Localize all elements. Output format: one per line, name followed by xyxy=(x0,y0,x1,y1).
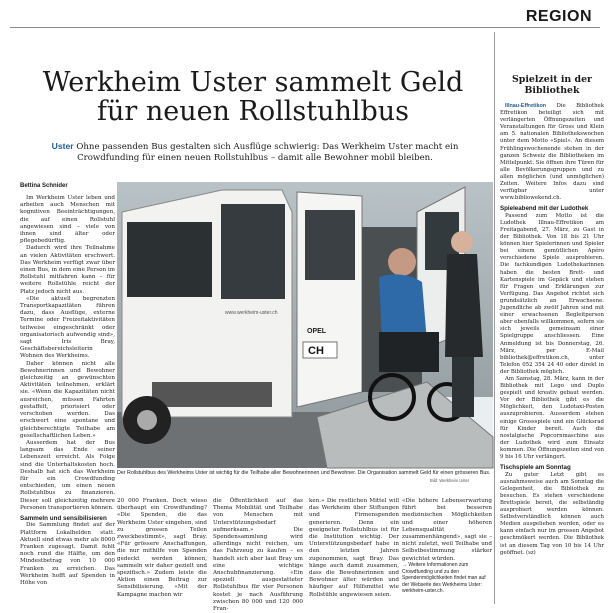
sidebar-paragraph: Zu guter Letzt gibt es ausnahmsweise auch am Sonntag die Gelegenheit, die Bibliothek zu besuchen. Es stehen verschiedene Brettspiele bereit, die selbständig ausprobiert werden können. Selbstverständlich können auch Medien ausgeliehen werden, oder es kann einfach nur im grossen Angebot geschmökert werden. Die Bibliothek ist an diesem Tag von 10 bis 14 Uhr geöffnet. (sz) xyxy=(500,471,604,556)
article-column-5: «Die höhere Lebenserwartung führt bei besseren medizinischen Möglichkeiten und einer höheren Lebensqualität zusammenhängend», sagt sie – nicht zuletzt, weil Teilhabe und Selbstbestimmung stärker gewichtet würden. xyxy=(402,498,492,562)
sidebar-title xyxy=(502,74,602,96)
sidebar-kicker: Illnau-Effretikon xyxy=(505,103,547,109)
sidebar-subheading: Spieleabend mit der Ludothek xyxy=(500,205,589,213)
arrow-icon: → xyxy=(402,562,407,568)
plate-brand: OPEL xyxy=(307,328,327,335)
article-column-2: 20 000 Franken. Doch wieso überhaupt ein Crowdfunding? «Die Spenden, die das Werkheim Uster eingehen, sind zu grossen Teilen zweckbestimmt», sagt Bray. «Für grössere Anschaffungen, die nur mithilfe von Spenden gedeckt werden können, sammeln wir daher gezielt und spezifisch.» Zudem leiste die Aktion einen Beitrag zur Sensibilisierung. «Mit der Kampagne machen wir xyxy=(117,498,207,598)
bus-illustration xyxy=(117,182,493,468)
section-label: REGION xyxy=(518,8,592,26)
sidebar-title-line-1: Spielzeit in der xyxy=(512,74,592,85)
author-byline: Bettina Schnider xyxy=(20,183,68,189)
lead-text: Ohne passenden Bus gestalten sich Ausflüge schwierig: Das Werkheim Uster macht ein Crowdfunding für einen neuen Rollstuhlbus – damit alle Bewohner mobil bleiben. xyxy=(76,142,459,163)
sidebar-paragraph: Am Samstag, 28. März, kann in der Bibliothek mit Lego und Duplo gespielt und kreativ gebaut werden. Vor der Bibliothek gibt es die Möglichkeit, den Ludotaxi-Posten auszuprobieren. Ausserdem stehen einige Grossspiele und ein Glücksrad für Kinder bereit. Auch die nostalgische Popcornmaschine aus der Ludothek wird zum Einsatz kommen. Die Öffnungszeiten sind von 9 bis 16 Uhr verlängert. xyxy=(500,375,604,460)
paragraph: «Die aktuell begrenzten Transportkapazitäten führen dazu, dass Ausflüge, externe Termine oder Freizeitaktivitäten teilweise eingeschränkt oder organisatorisch aufwendig sind», sagt Iris Bray, Geschäftsbereichsleiterin Wohnen des Werkheims. xyxy=(20,295,115,360)
headline-line-2: für neuen Rollstuhlbus xyxy=(96,96,410,127)
headline xyxy=(20,68,486,126)
paragraph: Daher können nicht alle Bewohnerinnen und Bewohner gleichzeitig an gewünschten Aktivitäten teilnehmen, erklärt sie. «Wenn die Kapazitäten nicht ausreichen, müssen Fahrten gestaffelt, priorisiert oder verschoben werden. Das erschwert eine spontane und gleichberechtigte Teilhabe am gesellschaftlichen Leben.» xyxy=(20,360,115,439)
headline-line-1: Werkheim Uster sammelt Geld xyxy=(42,67,464,98)
bus-url-label: www.werkheim-uster.ch xyxy=(225,310,278,316)
sidebar-paragraph xyxy=(500,103,604,202)
plate-country: CH xyxy=(308,345,324,357)
info-text: Weitere Informationen zum Crowdfunding und zu den Spendenmöglichkeiten findet man auf der Webseite des Werkheims Uster: werkheim-uster.ch. xyxy=(402,562,486,594)
sidebar-body xyxy=(500,103,604,608)
article-photo xyxy=(117,182,493,468)
sidebar-divider xyxy=(494,32,495,604)
paragraph: Die Sammlung findet auf der Plattform Lokalhelden statt. Aktuell sind etwas mehr als 8000 Franken zugesagt. Damit fehlt noch rund die Hälfte, um den Mindestbetrag von 10 000 Franken zu erreichen. Das Werkheim hofft auf Spenden in Höhe von xyxy=(20,522,115,587)
article-column-4: ken.» Die restlichen Mittel will das Werkheim über Stiftungen und Firmenspenden generieren. Denn ein geeigneter Rollstuhlbus ist für die Institution wichtig. Der Unterstützungsbedarf habe in den letzten Jahren zugenommen, sagt Bray. Das hänge auch damit zusammen, dass die Bewohnerinnen und Bewohner älter würden und häufiger auf Hilfsmittel wie Rollstühle angewiesen seien. xyxy=(309,498,399,598)
sidebar-subheading: Tischspiele am Sonntag xyxy=(500,464,571,472)
header-rule xyxy=(10,27,600,28)
lead-paragraph xyxy=(50,141,460,164)
paragraph: Ausserdem hat der Bus langsam das Ende seiner Lebenszeit erreicht. Als Folge sind die Unterhaltskosten hoch. Deshalb hat sich das Werkheim für ein Crowdfunding entschieden, um einen neuen Rollstuhlbus zu finanzieren. Dieser soll gleichzeitig mehrere Personen transportieren können. xyxy=(20,439,115,511)
article-column-3: die Öffentlichkeit auf das Thema Mobilität und Teilhabe von Menschen mit Unterstützungsbedarf aufmerksam.» Die Spendensammlung wird allerdings nicht reichen, um das Fahrzeug zu kaufen – es handelt sich aber laut Bray um eine wichtige Anschubfinanzierung. «Ein speziell ausgestatteter Rollstuhlbus für vier Personen kostet je nach Ausführung zwischen 80 000 und 120 000 Fran- xyxy=(213,498,303,613)
paragraph: Im Werkheim Uster leben und arbeiten auch Menschen mit kognitiven Beeinträchtigungen, die auf einen Rollstuhl angewiesen sind – viele von ihnen sind älter oder pflegebedürftig. xyxy=(20,195,115,245)
subheading: Sammeln und sensibilisieren xyxy=(20,514,107,522)
sidebar-paragraph: Passend zum Motto ist die Ludothek Illnau-Effretikon am Freitagabend, 27. März, zu Gast in der Bibliothek. Von 18 bis 21 Uhr können hier Spielerinnen und Spieler bei einem gemütlichen Apéro verschiedene Spiele ausprobieren. Die fachkundigen Ludothekarinnen haben die besten Brett- und Kartenspiele im Gepäck und stehen für Fragen und Erklärungen zur Verfügung. Das Angebot richtet sich grundsätzlich an Erwachsene. Jugendliche ab zwölf Jahren sind mit einer erwachsenen Begleitperson aber ebenfalls willkommen, sofern sie sich jeweils gemeinsam einer Spielgruppe anschliessen. Eine Anmeldung ist bis Donnerstag, 26. März, per E-Mail bibliothek@effretikon.ch, unter Telefon 052 354 24 40 oder direkt in der Bibliothek möglich. xyxy=(500,212,604,375)
info-box xyxy=(402,562,492,595)
section-header xyxy=(0,0,610,38)
lead-kicker: Uster xyxy=(51,141,74,151)
photo-credit: Bild: Werkheim Uster xyxy=(430,478,470,483)
sidebar-text: Die Bibliothek Effretikon beteiligt sich mit verlängerten Öffnungszeiten und Veranstaltungen für Gross und Klein am 5. nationalen Bibliothekswochen unter dem Motto «Spiel». An diesem Frühlingswochenende stehen in der ganzen Schweiz die Bibliotheken im Mittelpunkt. Sie öffnen ihre Türen für alle Bevölkerungsgruppen und zu allen möglichen (und unmöglichen) Zeiten. Weitere Infos dazu sind verfügbar unter www.bibliowekend.ch. xyxy=(500,103,604,202)
article-column-1 xyxy=(20,195,115,600)
paragraph: Dadurch wird ihre Teilnahme an vielen Aktivitäten erschwert. Das Werkheim verfügt zwar über einen Bus, in dem eine Person im Rollstuhl mitfahren kann – für weitere Rollstühle reicht der Platz jedoch nicht aus. xyxy=(20,245,115,295)
photo-caption: Der Rollstuhlbus des Werkheims Uster ist wichtig für die Teilhabe aller Bewohnerinnen und Bewohner. Die Organisation sammelt Geld für einen grösseren Bus. xyxy=(117,470,491,476)
sidebar-title-line-2: Bibliothek xyxy=(524,85,580,96)
